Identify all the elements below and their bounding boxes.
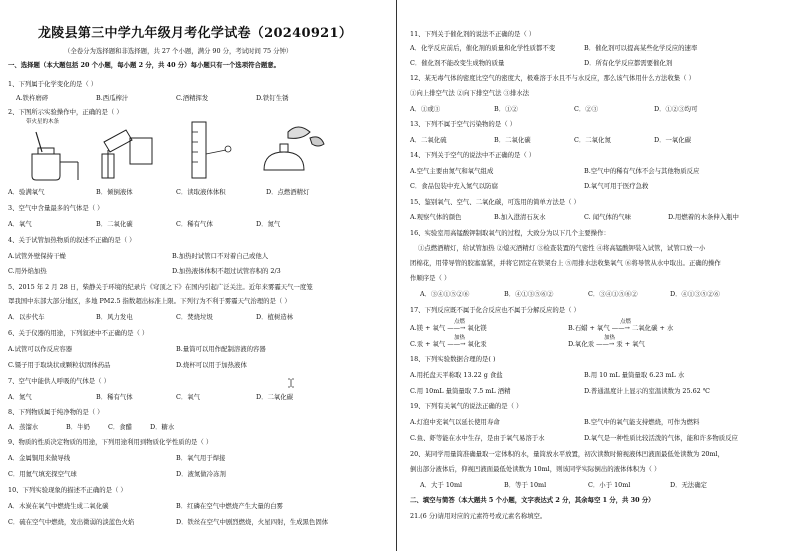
q15-option-b: B.加入澄清石灰水: [494, 213, 546, 221]
q17-condition-c: 加热: [454, 335, 466, 341]
q15-stem: 15、鉴别氧气、空气、二氧化碳，可选用的简单方法是（ ）: [410, 198, 580, 206]
q20-stem-line1: 20、某同学用量筒准确量取一定体积的水，量筒放水平放置，初次读数时俯视液体凹液面最低处读数为 20ml，: [410, 450, 724, 458]
q7-option-c: C．氧气: [176, 393, 201, 401]
q16-stem-line4: 作顺序是（ ）: [410, 274, 451, 282]
q11-option-a: A．化学反应前后，催化剂的质量和化学性质都不变: [410, 44, 556, 52]
q8-option-d: D．糖水: [150, 423, 175, 431]
section-1-heading: 一、选择题（本大题包括 20 个小题，每小题 2 分，共 40 分）每小题只有一个选项符合题意。: [8, 61, 281, 69]
q15-option-c: C. 闻气体的气味: [584, 213, 632, 221]
q6-option-a: A.试管可以作反应容器: [8, 345, 73, 353]
q13-option-c: C．二氧化氮: [574, 136, 611, 144]
q4-option-d: D.加热液体体积不超过试管容积的 2/3: [172, 267, 281, 275]
exam-title: 龙陵县第三中学九年级月考化学试卷（20240921）: [38, 26, 353, 41]
q9-option-b: B．氧气用于焊接: [176, 454, 226, 462]
q6-option-b: B.量筒可以用作配制溶液的容器: [176, 345, 266, 353]
q15-option-a: A.观察气体的颜色: [410, 213, 462, 221]
q15-option-d: D.用燃着的木条伸入瓶中: [668, 213, 739, 221]
q5-option-d: D．植树造林: [256, 313, 294, 321]
q2-stem: 2、下图所示实验操作中，正确的是（ ）: [8, 108, 123, 116]
q19-option-c: C.鱼、虾等能在水中生存，是由于氧气易溶于水: [410, 434, 545, 442]
q1-stem: 1、下列属于化学变化的是（ ）: [8, 80, 98, 88]
q2-option-d: D．点燃酒精灯: [266, 188, 310, 196]
q12-option-a: A．①或③: [410, 105, 441, 113]
q12-option-d: D．①②③均可: [654, 105, 698, 113]
q16-option-a: A．③④①⑤②⑥: [420, 290, 470, 298]
pouring-liquid-figure: [96, 120, 166, 182]
q9-option-d: D．液氮做冷冻剂: [176, 470, 226, 478]
q18-option-a: A.用托盘天平称取 13.22 g 食盐: [410, 371, 503, 379]
q2-figure-label: 带火星的木条: [26, 119, 60, 125]
q13-stem: 13、下列不属于空气污染物的是（ ）: [410, 120, 517, 128]
q10-option-d: D．铁丝在空气中剧烈燃烧，火星四射，生成黑色固体: [176, 518, 329, 526]
q20-stem-line2: 倒出部分液体后，仰视凹液面最低处读数为 10ml，则该同学实际倒出的液体体积为（ ）: [410, 465, 661, 473]
q1-option-a: A.铁杵磨碎: [16, 94, 49, 102]
q17-option-c: C.汞 + 氧气 ——→ 氧化汞: [410, 340, 487, 348]
q20-option-d: D．无法确定: [670, 481, 708, 489]
q16-option-c: C．③④①⑤⑥②: [588, 290, 638, 298]
q14-option-c: C．食品包装中充入氮气以防腐: [410, 182, 498, 190]
q4-option-b: B.加热时试管口不对着自己或他人: [172, 252, 269, 260]
q17-condition-a: 点燃: [454, 319, 466, 325]
q14-option-d: D.氧气可用于医疗急救: [584, 182, 649, 190]
q14-option-a: A.空气主要由氮气和氧气组成: [410, 167, 494, 175]
q19-stem: 19、下列有关氧气的说法正确的是（ ）: [410, 402, 523, 410]
q1-option-c: C.酒精挥发: [176, 94, 209, 102]
q6-option-d: D.烧杯可以用于加热液体: [176, 361, 247, 369]
q10-option-b: B．红磷在空气中燃烧产生大量的白雾: [176, 502, 283, 510]
q10-stem: 10、下列实验现象的描述不正确的是（ ）: [8, 486, 127, 494]
q8-option-c: C．食醋: [108, 423, 133, 431]
q14-option-b: B.空气中的稀有气体不会与其他物质反应: [584, 167, 700, 175]
column-divider: [396, 0, 397, 551]
exam-note: （全卷分为选择题和非选择题，共 27 个小题，满分 90 分，考试时间 75 分钟）: [64, 47, 293, 55]
cursor-marker-icon: [287, 378, 295, 388]
q12-option-c: C．②③: [574, 105, 599, 113]
q13-option-b: B．二氧化碳: [494, 136, 531, 144]
q6-option-c: C.镊子用于取块状或颗粒状固体药品: [8, 361, 111, 369]
q9-option-c: C．用氦气填充探空气球: [8, 470, 77, 478]
q16-stem-line2: ①点燃酒精灯，给试管加热 ②熄灭酒精灯 ③检查装置的气密性 ④将高锰酸钾装入试管，试管口放一小: [418, 244, 706, 252]
q20-option-c: C．小于 10ml: [588, 481, 631, 489]
q9-option-a: A．金属铜用来做导线: [8, 454, 71, 462]
q11-stem: 11、下列关于催化剂的说法不正确的是（ ）: [410, 30, 536, 38]
q5-option-c: C．焚烧垃圾: [176, 313, 213, 321]
q16-stem-line1: 16、实验室用高锰酸钾制取氧气的过程，大致分为以下几个主要操作：: [410, 229, 610, 237]
q5-option-a: A．以步代车: [8, 313, 45, 321]
q10-option-a: A．木炭在氧气中燃烧生成二氧化碳: [8, 502, 109, 510]
q18-option-d: D.普通温度计上显示的室温读数为 25.62 ℃: [584, 387, 710, 395]
q16-option-d: D．④①③⑤②⑥: [670, 290, 720, 298]
q19-option-a: A.灯泡中充氧气以延长使用寿命: [410, 418, 500, 426]
q3-option-a: A．氧气: [8, 220, 32, 228]
q8-option-b: B．牛奶: [66, 423, 90, 431]
alcohol-lamp-figure: [254, 118, 334, 182]
q9-stem: 9、物质的性质决定物质的用途，下列用途利用到物质化学性质的是（ ）: [8, 438, 213, 446]
q17-option-d: D.氧化汞 ——→ 汞 + 氧气: [568, 340, 645, 348]
q17-option-a: A.镁 + 氧气 ——→ 氧化镁: [410, 324, 487, 332]
q8-option-a: A．蒸馏水: [8, 423, 39, 431]
q3-option-d: D．氮气: [256, 220, 281, 228]
q18-option-c: C.用 10mL 量筒量取 7.5 mL 酒精: [410, 387, 511, 395]
q3-option-b: B．二氧化碳: [96, 220, 133, 228]
q19-option-b: B.空气中的氧气能支持燃烧，可作为燃料: [584, 418, 700, 426]
q11-option-c: C．催化剂不能改变生成物的质量: [410, 59, 505, 67]
q3-stem: 3、空气中含量最多的气体是（ ）: [8, 204, 104, 212]
q1-option-b: B.西瓜榨汁: [96, 94, 129, 102]
q21-stem: 21.(6 分)请用对应的元素符号或元素名称填空。: [410, 512, 547, 520]
right-column: [398, 0, 794, 551]
q12-option-b: B．①②: [494, 105, 518, 113]
q6-stem: 6、关于仪器的用途，下列叙述中不正确的是（ ）: [8, 329, 149, 337]
q7-option-d: D．二氧化碳: [256, 393, 294, 401]
q7-option-a: A．氮气: [8, 393, 32, 401]
q16-stem-line3: 团棉花，用带导管的胶塞塞紧，并将它固定在铁架台上 ⑤用排水法收集氧气 ⑥将导管从水中取出。正确的操作: [410, 259, 721, 267]
q8-stem: 8、下列物质属于纯净物的是（ ）: [8, 408, 104, 416]
q7-stem: 7、空气中能供人呼吸的气体是（ ）: [8, 377, 110, 385]
q17-condition-b: 点燃: [620, 319, 632, 325]
q20-option-a: A．大于 10ml: [420, 481, 463, 489]
q12-stem-line1: 12、某无毒气体的密度比空气的密度大，极难溶于水且不与水反应，那么该气体用什么方法收集（ ）: [410, 74, 695, 82]
q2-option-c: C．读取液体体积: [176, 188, 226, 196]
graduated-cylinder-figure: [178, 116, 238, 182]
q7-option-b: B．稀有气体: [96, 393, 133, 401]
q16-option-b: B．④①③⑤⑥②: [504, 290, 554, 298]
q20-option-b: B．等于 10ml: [504, 481, 547, 489]
q14-stem: 14、下列关于空气的说法中不正确的是（ ）: [410, 151, 536, 159]
q5-stem-line2: 罩我国中东部大部分地区，多地 PM2.5 指数超出标准上限。下列行为不利于雾霾天气治理的是（ ）: [8, 297, 291, 305]
q17-option-b: B.石蜡 + 氧气 ——→ 二氧化碳 + 水: [568, 324, 674, 332]
section-2-heading: 二、填空与简答（本大题共 5 个小题，文字表达式 2 分，其余每空 1 分，共 30 分）: [410, 496, 655, 504]
left-column: [0, 0, 396, 551]
q5-stem-line1: 5、2015 年 2 月 28 日，柴静关于环境的纪录片《穹顶之下》在国内引起广泛关注。近年来雾霾天气一度笼: [8, 283, 313, 291]
q4-option-a: A.试管外壁保持干燥: [8, 252, 66, 260]
q4-stem: 4、关于试管加热物质的叙述不正确的是（ ）: [8, 236, 136, 244]
oxygen-test-figure: [18, 126, 88, 182]
q12-stem-line2: ①向上排空气法 ②向下排空气法 ③排水法: [410, 89, 530, 97]
q4-option-c: C.用外焰加热: [8, 267, 47, 275]
q18-stem: 18、下列实验数据合理的是( ): [410, 355, 496, 363]
q2-option-a: A．验满氧气: [8, 188, 45, 196]
q5-option-b: B．风力发电: [96, 313, 133, 321]
q13-option-a: A．二氧化硫: [410, 136, 447, 144]
q17-condition-d: 加热: [604, 335, 616, 341]
q13-option-d: D．一氧化碳: [654, 136, 692, 144]
q10-option-c: C．硫在空气中燃烧，发出微弱的淡蓝色火焰: [8, 518, 135, 526]
q1-option-d: D.铁钉生锈: [256, 94, 289, 102]
q17-stem: 17、下列反应既不属于化合反应也不属于分解反应的是（ ）: [410, 306, 580, 314]
q19-option-d: D.氧气是一种性质比较活泼的气体，能和许多物质反应: [584, 434, 738, 442]
q3-option-c: C．稀有气体: [176, 220, 213, 228]
q11-option-b: B．催化剂可以提高某些化学反应的速率: [584, 44, 698, 52]
q18-option-b: B.用 10 mL 量筒量取 6.23 mL 水: [584, 371, 685, 379]
q2-option-b: B．倾倒液体: [96, 188, 133, 196]
q11-option-d: D．所有化学反应都需要催化剂: [584, 59, 673, 67]
